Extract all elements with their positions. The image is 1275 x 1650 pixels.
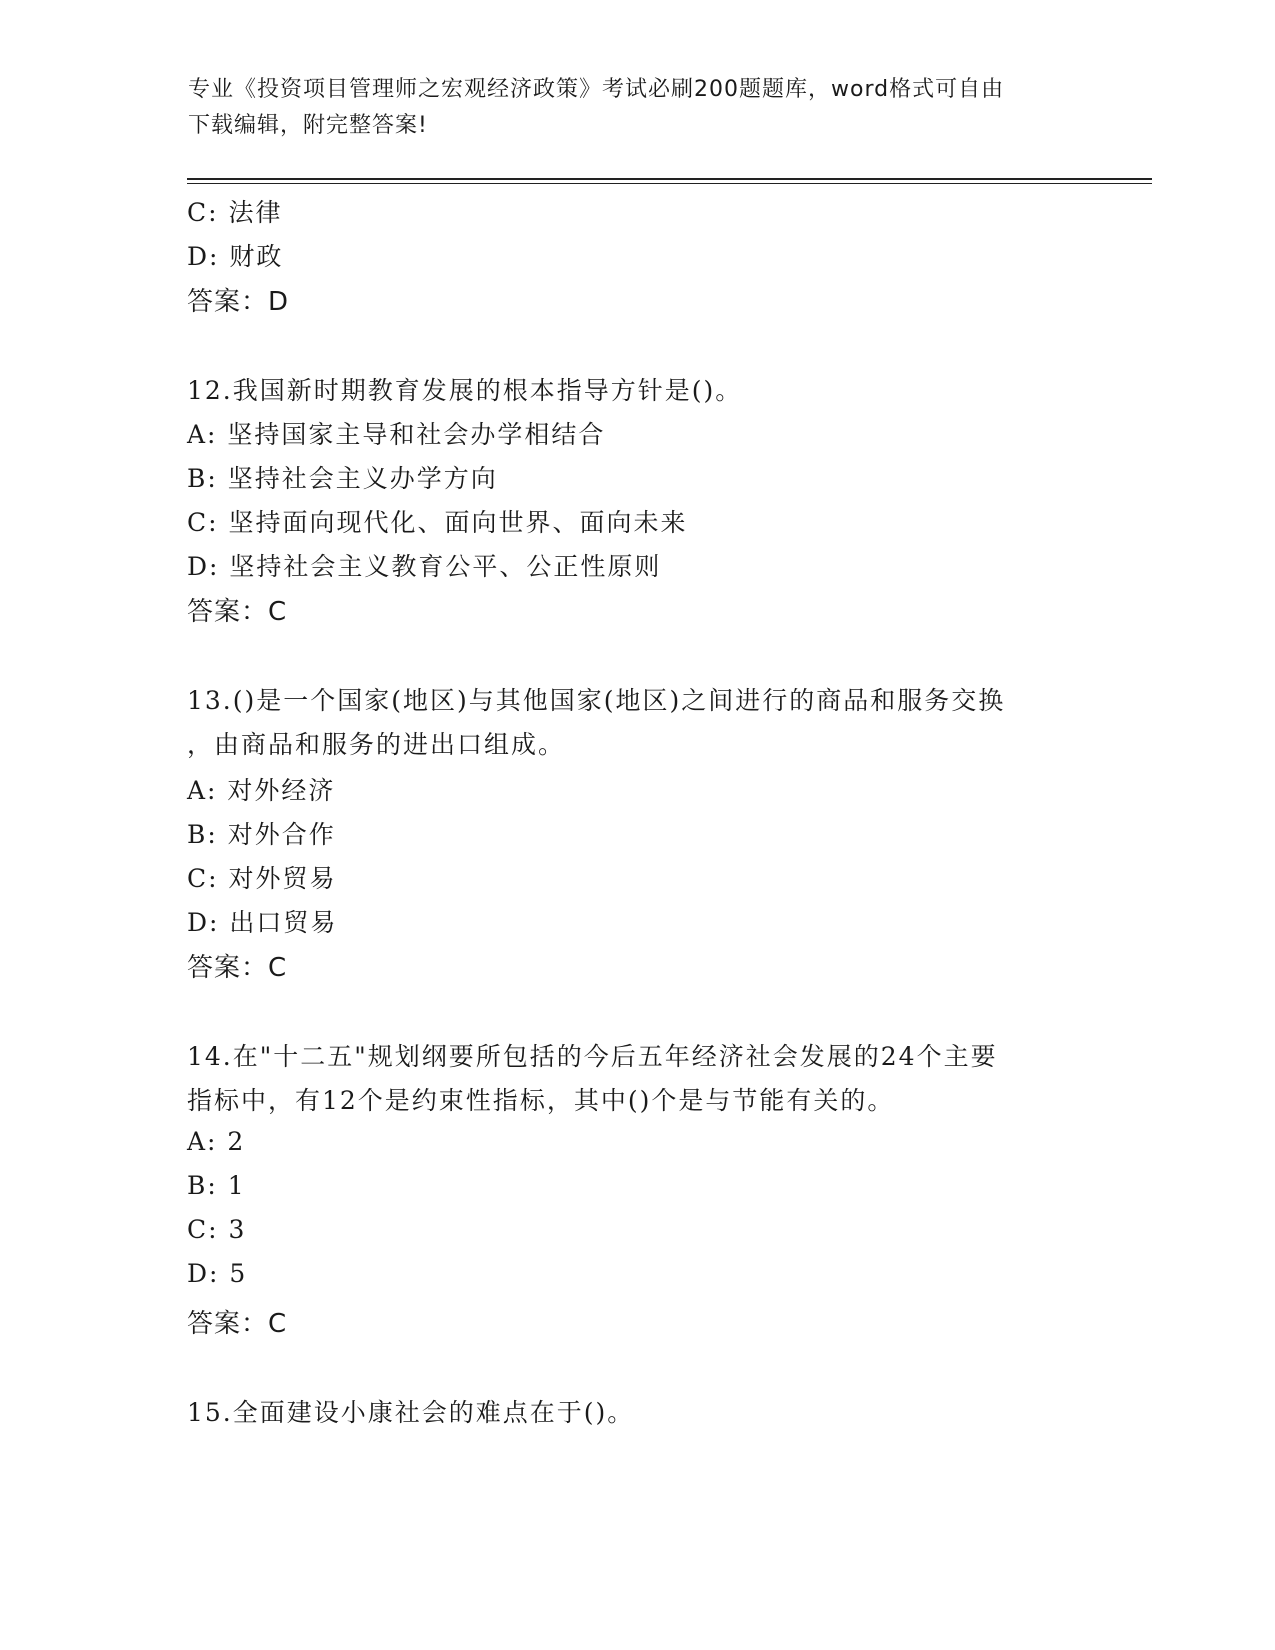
q13-option-a: A: 对外经济 — [187, 776, 336, 805]
q13-option-c: C: 对外贸易 — [187, 864, 337, 893]
q12-question: 12.我国新时期教育发展的根本指导方针是()。 — [187, 376, 743, 405]
q15-question: 15.全面建设小康社会的难点在于()。 — [187, 1398, 635, 1427]
q13-answer: 答案：C — [187, 953, 288, 983]
q14-answer: 答案：C — [187, 1309, 288, 1339]
q13-option-b: B: 对外合作 — [187, 820, 336, 849]
q11-answer: 答案：D — [187, 287, 290, 317]
q12-option-c: C: 坚持面向现代化、面向世界、面向未来 — [187, 508, 688, 537]
header-rule-thick — [187, 178, 1152, 180]
q14-question-line-2: 指标中，有12个是约束性指标，其中()个是与节能有关的。 — [187, 1086, 895, 1115]
q13-question-line-2: ，由商品和服务的进出口组成。 — [187, 730, 566, 759]
q14-question-line-1: 14.在"十二五"规划纲要所包括的今后五年经济社会发展的24个主要 — [187, 1042, 998, 1071]
q12-option-a: A: 坚持国家主导和社会办学相结合 — [187, 420, 606, 449]
q14-option-a: A: 2 — [187, 1127, 246, 1156]
q13-option-d: D: 出口贸易 — [187, 908, 338, 937]
q11-option-d: D: 财政 — [187, 242, 284, 271]
q12-answer: 答案：C — [187, 597, 288, 627]
q13-question-line-1: 13.()是一个国家(地区)与其他国家(地区)之间进行的商品和服务交换 — [187, 686, 1006, 715]
q14-option-d: D: 5 — [187, 1259, 248, 1288]
document-header — [188, 72, 1068, 144]
q11-option-c: C: 法律 — [187, 198, 283, 227]
q14-option-b: B: 1 — [187, 1171, 246, 1200]
header-rule-thin — [187, 183, 1152, 184]
q12-option-b: B: 坚持社会主义办学方向 — [187, 464, 498, 493]
q12-option-d: D: 坚持社会主义教育公平、公正性原则 — [187, 552, 662, 581]
q14-option-c: C: 3 — [187, 1215, 247, 1244]
header-line-1: 专业《投资项目管理师之宏观经济政策》考试必刷200题题库，word格式可自由 — [188, 77, 1005, 102]
header-line-2: 下载编辑，附完整答案! — [188, 113, 428, 138]
